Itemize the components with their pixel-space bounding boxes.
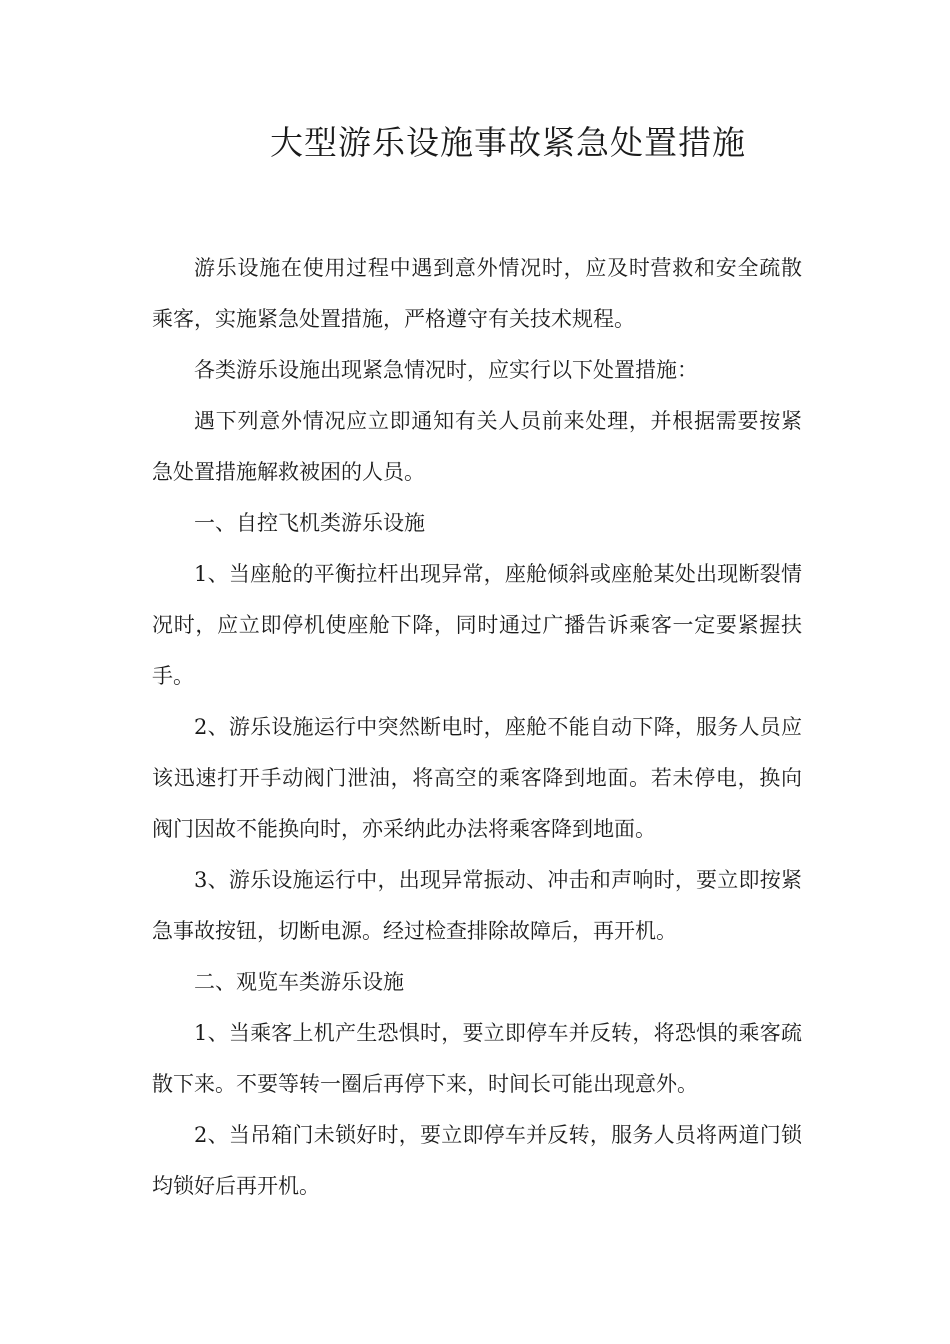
document-title: 大型游乐设施事故紧急处置措施 [270, 123, 746, 162]
list-item: 1、当乘客上机产生恐惧时，要立即停车并反转，将恐惧的乘客疏散下来。不要等转一圈后再停下来，时间长可能出现意外。 [152, 1021, 802, 1096]
section-heading-self-control-aircraft: 一、自控飞机类游乐设施 [194, 511, 425, 535]
paragraph-intro: 游乐设施在使用过程中遇到意外情况时，应及时营救和安全疏散乘客，实施紧急处置措施，严格遵守有关技术规程。 [152, 256, 802, 331]
list-item: 1、当座舱的平衡拉杆出现异常，座舱倾斜或座舱某处出现断裂情况时，应立即停机使座舱下降，同时通过广播告诉乘客一定要紧握扶手。 [152, 562, 802, 688]
list-item: 3、游乐设施运行中，出现异常振动、冲击和声响时，要立即按紧急事故按钮，切断电源。经过检查排除故障后，再开机。 [152, 868, 802, 943]
section-heading-observation-wheel: 二、观览车类游乐设施 [194, 970, 404, 994]
paragraph-notify: 遇下列意外情况应立即通知有关人员前来处理，并根据需要按紧急处置措施解救被困的人员。 [152, 409, 802, 484]
list-item: 2、当吊箱门未锁好时，要立即停车并反转，服务人员将两道门锁均锁好后再开机。 [152, 1123, 802, 1198]
list-item: 2、游乐设施运行中突然断电时，座舱不能自动下降，服务人员应该迅速打开手动阀门泄油，将高空的乘客降到地面。若未停电，换向阀门因故不能换向时，亦采纳此办法将乘客降到地面。 [152, 715, 802, 841]
document-body [152, 243, 802, 1212]
paragraph-measures-lead: 各类游乐设施出现紧急情况时，应实行以下处置措施： [194, 358, 698, 382]
